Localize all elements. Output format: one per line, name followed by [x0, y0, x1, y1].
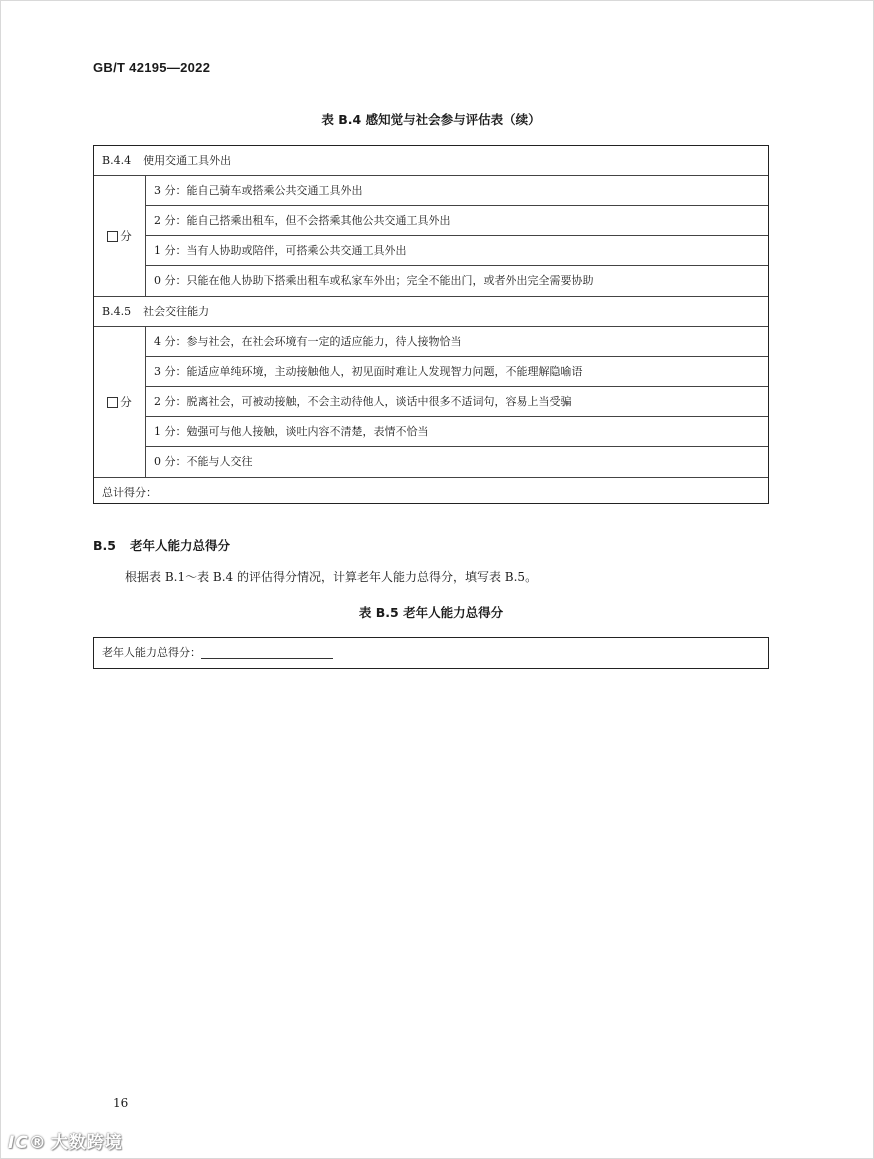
total-score-row: 总计得分：	[102, 486, 157, 499]
section-title: 老年人能力总得分	[129, 538, 230, 553]
section-header-b4-5	[94, 297, 768, 327]
total-score-field	[94, 638, 768, 668]
section-heading-b5	[93, 536, 230, 554]
watermark	[8, 1128, 123, 1153]
option-item: 2 分：脱离社会，可被动接触，不会主动待他人，谈话中很多不适词句，容易上当受骗	[146, 387, 768, 417]
watermark-logo: IC®	[8, 1133, 47, 1153]
fill-in-blank[interactable]	[201, 644, 333, 659]
section-name: 使用交通工具外出	[143, 154, 232, 167]
score-label: 分	[120, 395, 132, 409]
section-name: 社会交往能力	[143, 305, 210, 318]
total-score-table-b5	[93, 637, 769, 669]
assessment-table-b4	[93, 145, 769, 504]
option-item: 0 分：只能在他人协助下搭乘出租车或私家车外出；完全不能出门，或者外出完全需要协助	[154, 274, 594, 287]
score-cell	[94, 327, 146, 477]
table-b4-title: 表 B.4 感知觉与社会参与评估表（续）	[321, 112, 541, 127]
table-b5-title: 表 B.5 老年人能力总得分	[358, 605, 504, 620]
body-paragraph: 根据表 B.1～表 B.4 的评估得分情况，计算老年人能力总得分，填写表 B.5。	[125, 570, 538, 584]
score-cell	[94, 176, 146, 296]
option-item: 0 分：不能与人交往	[154, 455, 253, 468]
section-code: B.4.4	[102, 154, 132, 167]
option-item: 1 分：当有人协助或陪伴，可搭乘公共交通工具外出	[146, 236, 768, 266]
option-item: 2 分：能自己搭乘出租车，但不会搭乘其他公共交通工具外出	[146, 206, 768, 236]
section-number: B.5	[93, 538, 116, 553]
score-checkbox[interactable]	[107, 231, 118, 242]
watermark-text: 大数跨境	[50, 1133, 123, 1153]
score-label: 分	[120, 229, 132, 243]
option-item: 3 分：能适应单纯环境，主动接触他人，初见面时难让人发现智力问题，不能理解隐喻语	[146, 357, 768, 387]
total-score-label: 老年人能力总得分：	[102, 646, 201, 659]
option-list	[146, 176, 768, 296]
section-header-b4-4	[94, 146, 768, 176]
option-list	[146, 327, 768, 477]
option-item: 1 分：勉强可与他人接触，谈吐内容不清楚，表情不恰当	[146, 417, 768, 447]
standard-number: GB/T 42195—2022	[93, 60, 211, 75]
section-body-b4-4	[94, 176, 768, 297]
section-body-b4-5	[94, 327, 768, 478]
section-code: B.4.5	[102, 305, 132, 318]
page-number: 16	[113, 1096, 129, 1110]
option-item: 4 分：参与社会，在社会环境有一定的适应能力，待人接物恰当	[146, 327, 768, 357]
score-checkbox[interactable]	[107, 397, 118, 408]
option-item: 3 分：能自己骑车或搭乘公共交通工具外出	[146, 176, 768, 206]
